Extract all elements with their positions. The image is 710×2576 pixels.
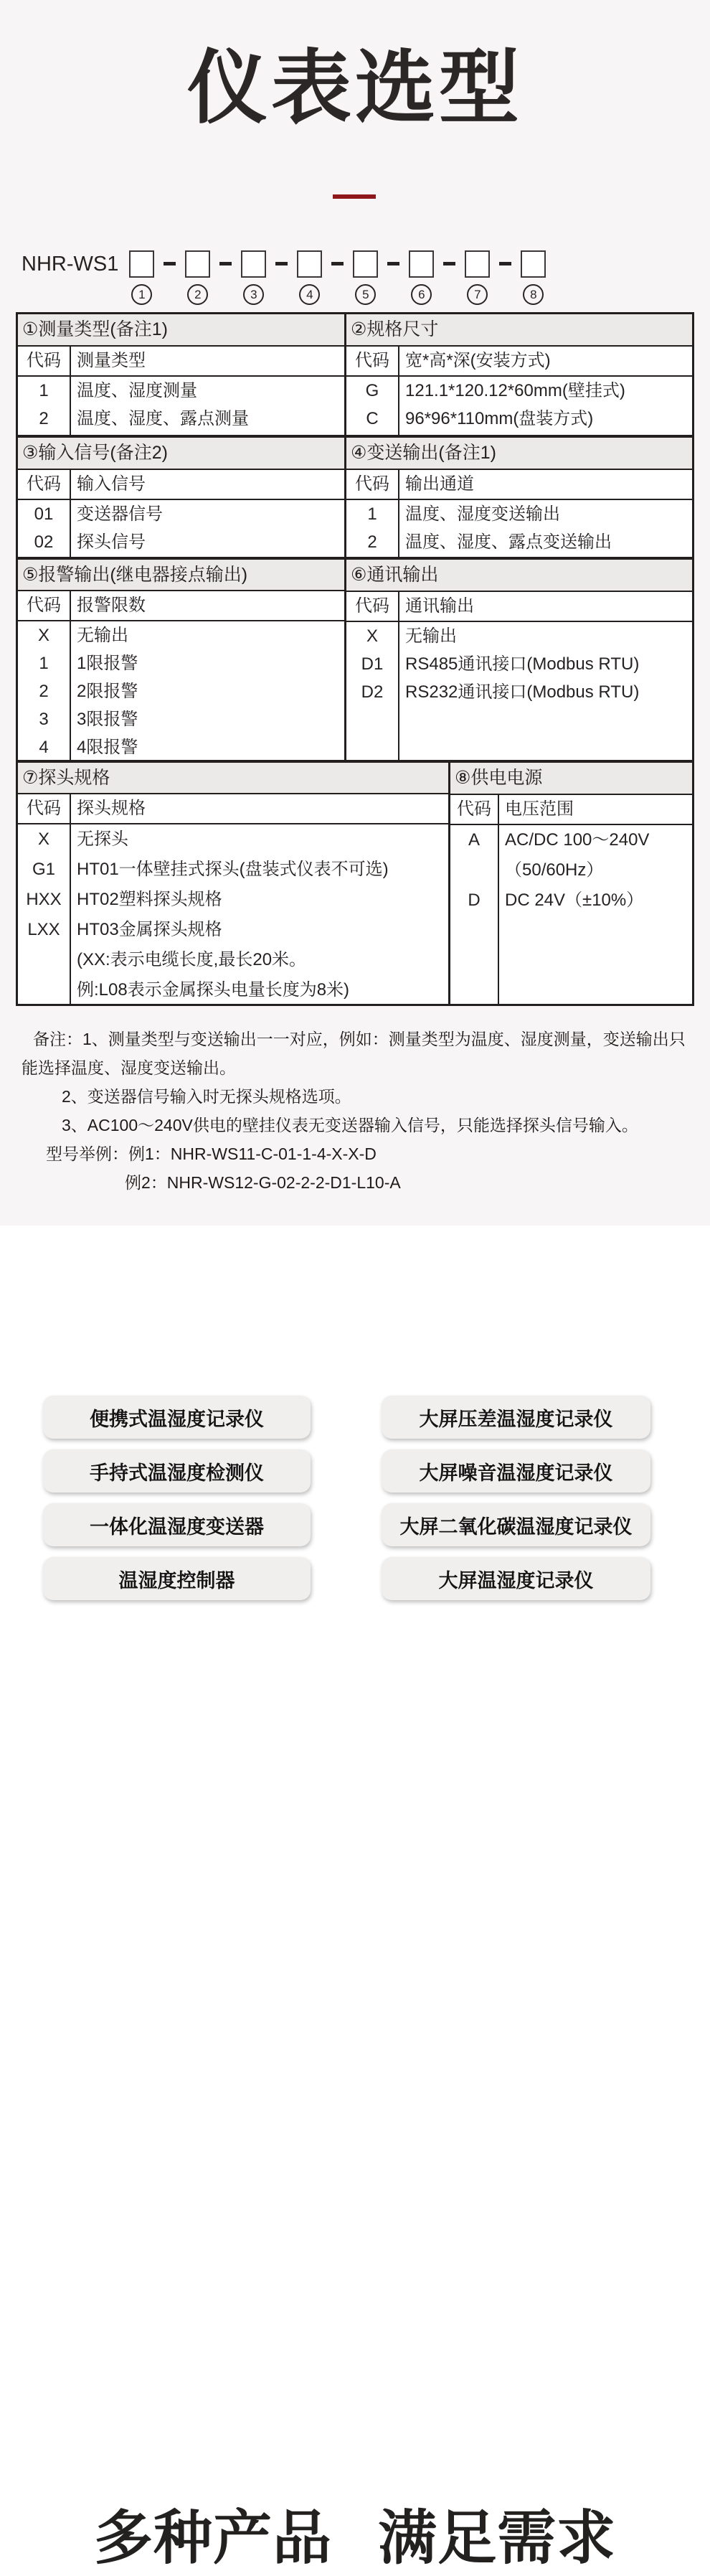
section-transmit-output: [344, 438, 692, 557]
desc-cell: HT03金属探头规格: [77, 920, 222, 939]
column-header-code: 代码: [18, 591, 71, 620]
section-measure-type: [18, 314, 344, 435]
code-cell: [450, 855, 498, 885]
selection-guide-section: [0, 0, 710, 1226]
position-circle: 3: [243, 284, 264, 305]
selection-table: [16, 312, 694, 1006]
column-header-code: 代码: [450, 795, 499, 824]
code-cell: 2: [39, 409, 49, 428]
code-cell: 1: [39, 654, 49, 673]
model-code-box: [409, 250, 434, 278]
section-title: ②规格尺寸: [346, 314, 692, 347]
dash-separator: [164, 262, 176, 265]
desc-cell: 无输出: [405, 626, 457, 646]
code-cell: [18, 945, 70, 975]
table-block-7-8: [18, 760, 692, 1004]
dash-separator: [387, 262, 399, 265]
title-underline: [333, 194, 376, 199]
desc-cell: 96*96*110mm(盘装方式): [405, 409, 594, 428]
products-heading-left: 多种产品: [93, 2506, 332, 2571]
desc-cell: 3限报警: [77, 710, 138, 729]
section-title: ①测量类型(备注1): [18, 314, 344, 347]
code-cell: D2: [361, 682, 384, 702]
column-header-code: 代码: [346, 470, 399, 499]
desc-cell: 1限报警: [77, 654, 138, 673]
desc-cell: 温度、湿度变送输出: [405, 504, 560, 524]
model-prefix: NHR-WS1: [22, 253, 119, 276]
column-header-desc: 输入信号: [77, 474, 146, 494]
desc-cell: 温度、湿度、露点变送输出: [405, 532, 612, 552]
desc-cell: 例:L08表示金属探头电量长度为8米): [77, 980, 350, 1000]
dash-separator: [331, 262, 344, 265]
note-line: 3、AC100～240V供电的壁挂仪表无变送器输入信号，只能选择探头信号输入。: [62, 1116, 638, 1134]
desc-cell: 温度、湿度测量: [77, 381, 197, 400]
product-button-humidity-controller[interactable]: 温湿度控制器: [43, 1557, 311, 1600]
code-cell: HXX: [26, 890, 62, 909]
section-alarm-output: [18, 560, 344, 760]
dash-separator: [219, 262, 232, 265]
section-title: ④变送输出(备注1): [346, 438, 692, 470]
desc-cell: RS232通讯接口(Modbus RTU): [405, 682, 640, 702]
code-cell: 1: [39, 381, 49, 400]
column-header-desc: 输出通道: [405, 474, 474, 494]
column-header-desc: 电压范围: [505, 799, 574, 819]
note-line: 备注：1、测量类型与变送输出一一对应，例如：测量类型为温度、湿度测量，变送输出只能选择温度、湿度变送输出。: [22, 1030, 686, 1077]
section-probe-spec: [18, 763, 448, 1004]
page-title: 仪表选型: [187, 43, 523, 133]
desc-cell: 无输出: [77, 626, 128, 645]
model-slot-1: [129, 250, 154, 305]
note-line: 例2：NHR-WS12-G-02-2-2-D1-L10-A: [125, 1173, 401, 1192]
code-cell: A: [468, 830, 480, 850]
desc-cell: AC/DC 100～240V: [505, 830, 650, 850]
desc-cell: 变送器信号: [77, 504, 163, 524]
section-title: ⑧供电电源: [450, 763, 692, 795]
model-code-box: [521, 250, 546, 278]
dash-separator: [499, 262, 511, 265]
code-cell: 2: [39, 682, 49, 701]
column-header-desc: 通讯输出: [405, 596, 474, 616]
product-button-handheld-detector[interactable]: 手持式温湿度检测仪: [43, 1449, 311, 1493]
product-button-noise-recorder[interactable]: 大屏噪音温湿度记录仪: [382, 1449, 650, 1493]
desc-cell: (XX:表示电缆长度,最长20米。: [77, 950, 307, 969]
section-title: ⑤报警输出(继电器接点输出): [18, 560, 344, 591]
products-heading: [0, 2501, 710, 2576]
code-cell: X: [366, 626, 378, 646]
products-heading-right: 满足需求: [378, 2506, 617, 2571]
model-code-box: [297, 250, 322, 278]
code-cell: 4: [39, 738, 49, 757]
code-cell: [18, 975, 70, 1005]
desc-cell: HT02塑料探头规格: [77, 890, 222, 909]
desc-cell: DC 24V（±10%）: [505, 890, 644, 910]
column-header-code: 代码: [18, 347, 71, 375]
product-button-portable-recorder[interactable]: 便携式温湿度记录仪: [43, 1396, 311, 1439]
model-code-box: [353, 250, 378, 278]
product-button-pressure-diff-recorder[interactable]: 大屏压差温湿度记录仪: [382, 1396, 650, 1439]
desc-cell: HT01一体壁挂式探头(盘装式仪表不可选): [77, 860, 389, 879]
column-header-desc: 宽*高*深(安装方式): [405, 351, 551, 370]
model-slot-5: [353, 250, 378, 305]
column-header-code: 代码: [346, 347, 399, 375]
note-line: 2、变送器信号输入时无探头规格选项。: [62, 1087, 351, 1106]
model-code-box: [129, 250, 154, 278]
position-circle: 2: [187, 284, 208, 305]
code-cell: X: [37, 829, 49, 849]
section-input-signal: [18, 438, 344, 557]
notes: [16, 1025, 694, 1197]
table-block-1-2: [18, 314, 692, 435]
column-header-code: 代码: [18, 470, 71, 499]
code-cell: G: [365, 381, 379, 400]
section-title: ③输入信号(备注2): [18, 438, 344, 470]
position-circle: 6: [411, 284, 432, 305]
code-cell: 01: [34, 504, 54, 524]
section-power-supply: [448, 763, 692, 1004]
model-code-box: [465, 250, 490, 278]
product-button-integrated-transmitter[interactable]: 一体化温湿度变送器: [43, 1503, 311, 1546]
desc-cell: 无探头: [77, 829, 128, 849]
product-button-large-screen-recorder[interactable]: 大屏温湿度记录仪: [382, 1557, 650, 1600]
section-comm-output: [344, 560, 692, 760]
model-slot-7: [465, 250, 490, 305]
desc-cell: 2限报警: [77, 682, 138, 701]
desc-cell: 温度、湿度、露点测量: [77, 409, 249, 428]
position-circle: 1: [131, 284, 152, 305]
note-line: 型号举例：例1：NHR-WS11-C-01-1-4-X-X-D: [46, 1144, 377, 1163]
code-cell: D1: [361, 654, 384, 674]
model-slot-2: [185, 250, 210, 305]
dash-separator: [275, 262, 288, 265]
column-header-desc: 探头规格: [77, 799, 146, 818]
position-circle: 8: [523, 284, 544, 305]
code-cell: LXX: [27, 920, 60, 939]
desc-cell: 121.1*120.12*60mm(壁挂式): [405, 381, 625, 400]
desc-cell: 4限报警: [77, 738, 138, 757]
model-code-box: [241, 250, 266, 278]
section-title: ⑥通讯输出: [346, 560, 692, 592]
model-code-box: [185, 250, 210, 278]
model-slot-4: [297, 250, 322, 305]
desc-cell: RS485通讯接口(Modbus RTU): [405, 654, 640, 674]
model-slot-3: [241, 250, 266, 305]
section-title: ⑦探头规格: [18, 763, 448, 794]
section-size-spec: [344, 314, 692, 435]
code-cell: G1: [32, 860, 55, 879]
column-header-desc: 报警限数: [77, 596, 146, 615]
code-cell: 3: [39, 710, 49, 729]
column-header-code: 代码: [346, 592, 399, 621]
column-header-desc: 测量类型: [77, 351, 146, 370]
desc-cell: （50/60Hz）: [505, 860, 604, 880]
code-cell: D: [468, 890, 481, 910]
model-code-row: [22, 250, 546, 305]
code-cell: 2: [367, 532, 377, 552]
column-header-code: 代码: [18, 794, 71, 823]
code-cell: 02: [34, 532, 54, 552]
model-slot-8: [521, 250, 546, 305]
code-cell: C: [366, 409, 379, 428]
product-button-co2-recorder[interactable]: 大屏二氧化碳温湿度记录仪: [382, 1503, 650, 1546]
table-block-5-6: [18, 557, 692, 760]
code-cell: X: [37, 626, 49, 645]
desc-cell: 探头信号: [77, 532, 146, 552]
position-circle: 5: [355, 284, 376, 305]
position-circle: 4: [299, 284, 320, 305]
table-block-3-4: [18, 435, 692, 557]
position-circle: 7: [467, 284, 488, 305]
code-cell: 1: [367, 504, 377, 524]
model-slot-6: [409, 250, 434, 305]
dash-separator: [443, 262, 455, 265]
